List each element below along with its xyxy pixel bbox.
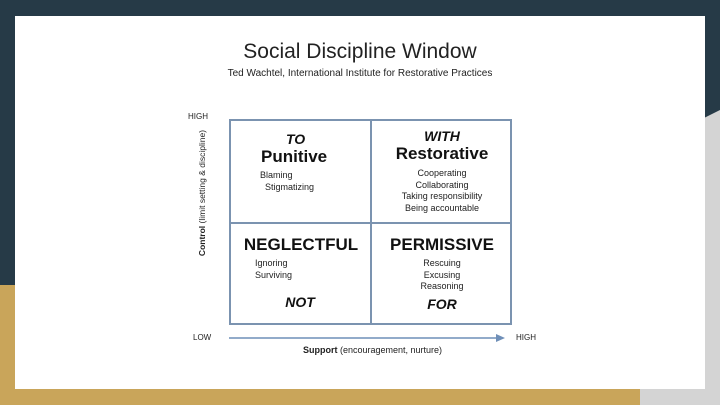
y-axis-label-bold: Control — [197, 225, 207, 257]
quadrant-item: Taking responsibility — [401, 191, 483, 201]
x-axis-high-label: HIGH — [516, 333, 536, 342]
quadrant-bottom-left — [231, 235, 371, 310]
y-axis-label-rest: (limit setting & discipline) — [197, 129, 207, 224]
quadrant-heading: PERMISSIVE — [390, 235, 494, 254]
x-axis-label-bold: Support — [302, 345, 338, 355]
x-axis-arrowhead — [496, 334, 505, 342]
slide-subtitle: Ted Wachtel, International Institute for Restorative Practices — [227, 68, 493, 79]
quadrant-preposition: FOR — [427, 295, 457, 312]
quadrant-item: Ignoring — [255, 258, 288, 268]
quadrant-preposition: NOT — [285, 294, 315, 310]
quadrant-heading: NEGLECTFUL — [243, 235, 359, 254]
quadrant-item: Reasoning — [420, 281, 464, 291]
low-label: LOW — [193, 333, 212, 342]
quadrant-bottom-right — [372, 235, 512, 312]
quadrant-grid — [229, 119, 512, 325]
quadrant-top-left — [231, 131, 371, 193]
quadrant-item: Surviving — [255, 269, 293, 280]
quadrant-item: Rescuing — [423, 258, 461, 268]
x-axis-label-rest: (encouragement, nurture) — [339, 345, 443, 355]
quadrant-item: Collaborating — [415, 179, 469, 190]
quadrant-item: Cooperating — [417, 168, 467, 178]
quadrant-preposition: WITH — [424, 128, 460, 144]
quadrant-preposition: TO — [286, 131, 306, 147]
quadrant-item: Stigmatizing — [265, 181, 315, 192]
quadrant-heading: Punitive — [261, 147, 328, 166]
grid-horizontal-divider — [231, 222, 510, 224]
quadrant-heading: Restorative — [395, 144, 489, 163]
y-axis-high-label: HIGH — [188, 112, 208, 121]
quadrant-top-right — [372, 128, 512, 214]
slide-title: Social Discipline Window — [243, 40, 477, 63]
quadrant-item: Excusing — [423, 269, 461, 280]
quadrant-item: Blaming — [260, 170, 293, 180]
quadrant-item: Being accountable — [404, 202, 480, 213]
